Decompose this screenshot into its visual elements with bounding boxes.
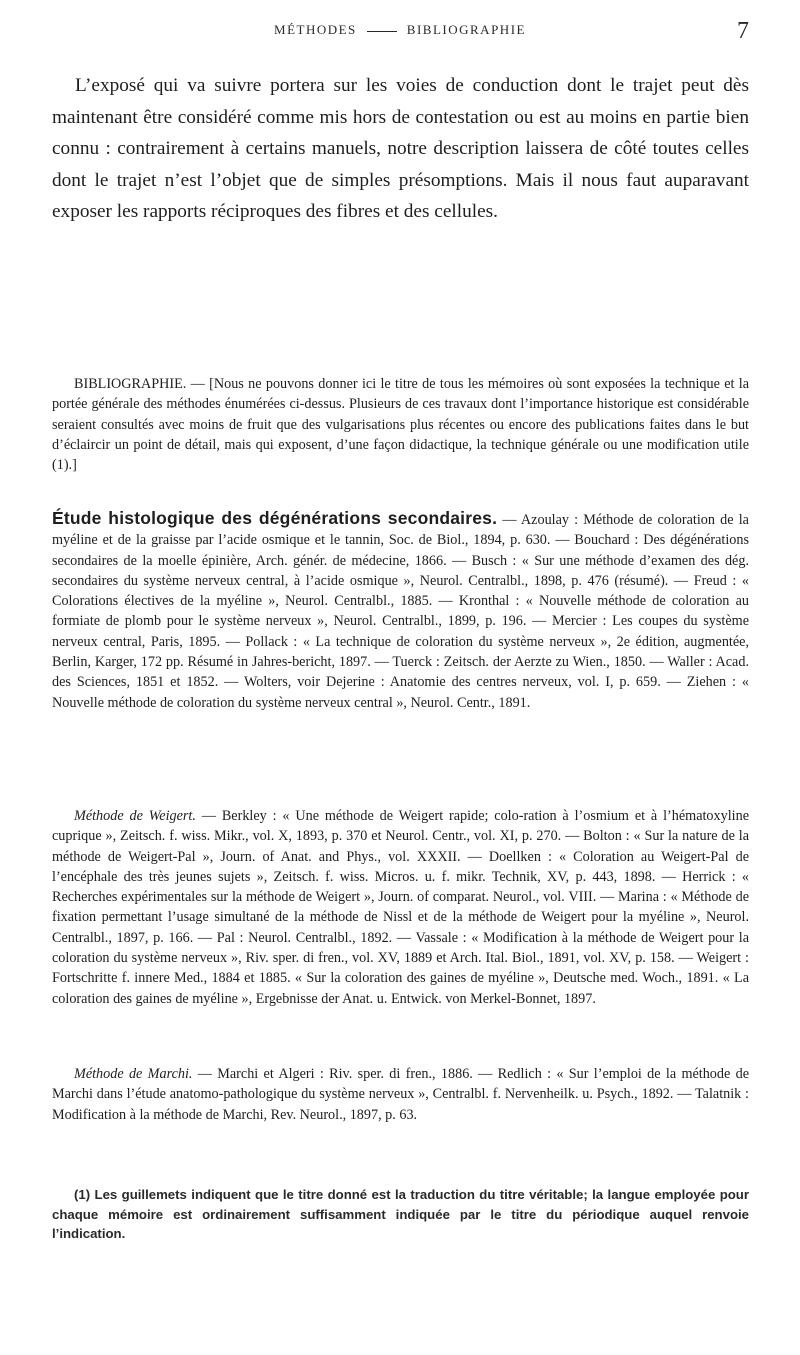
weigert-references: — Berkley : « Une méthode de Weigert rapide; colo-ration à l’osmium et à l’hématoxyline cuprique », Zeitsch. f. wiss. Mikr., vol. X, 1893, p. 370 et Neurol. Centr., vol. XI, p. 270. — Bolton : « Sur la nature de la méthode de Weigert-Pal », Journ. of Anat. and Phys., vol. XXXII. — Doellken : « Coloration au Weigert-Pal de l’encéphale des très jeunes sujets », Zeitsch. f. wiss. Micros. u. f. mikr. Technik, XV, p. 443, 1898. — Herrick : « Recherches expérimentales sur la méthode de Weigert », Journ. of comparat. Neurol., vol. VIII. — Marina : « Méthode de fixation permettant l’usage simultané de la méthode de Nissl et de la méthode de Weigert pour la myéline », Neurol. Centralbl., 1897, p. 166. — Pal : Neurol. Centralbl., 1892. — Vassale : « Modification à la méthode de Weigert pour la coloration du système nerveux », Riv. sper. di fren., vol. XV, 1889 et Arch. Ital. Biol., 1891, vol. XV, p. 158. — Weigert : Fortschritte f. innere Med., 1884 et 1885. « Sur la coloration des gaines de myéline », Deutsche med. Woch., 1891. « La coloration des gaines de myéline », Ergebnisse der Anat. u. Entwick. von Merkel-Bonnet, 1897. [52, 808, 749, 1007]
marchi-references: — Marchi et Algeri : Riv. sper. di fren., 1886. — Redlich : « Sur l’emploi de la méthode de Marchi dans l’étude anatomo-pathologique du système nerveux », Centralbl. f. Nervenheilk. u. Psych., 1892. — Talatnik : Modification à la méthode de Marchi, Rev. Neurol., 1897, p. 63. [52, 1066, 750, 1123]
etude-section [52, 508, 749, 713]
etude-references: — Azoulay : Méthode de coloration de la myéline et de la graisse par l’acide osmique et le tannin, Soc. de Biol., 1894, p. 630. — Bouchard : Des dégénérations secondaires de la moelle épinière, Arch. génér. de médecine, 1866. — Busch : « Sur une méthode d’examen des dég. secondaires du système nerveux central, à l’acide osmique », Neurol. Centralbl., 1898, p. 476 (résumé). — Freud : « Colorations électives de la myéline », Neurol. Centralbl., 1885. — Kronthal : « Nouvelle méthode de coloration au formiate de plomb pour le système nerveux », Neurol. Centralbl., 1899, p. 196. — Mercier : Les coupes du système nerveux central, Paris, 1895. — Pollack : « La technique de coloration du système nerveux », 2e édition, augmentée, Berlin, Karger, 172 pp. Résumé in Jahres-bericht, 1897. — Tuerck : Zeitsch. der Aerzte zu Wien., 1850. — Waller : Acad. des Sciences, 1851 et 1852. — Wolters, voir Dejerine : Anatomie des centres nerveux, vol. I, p. 659. — Ziehen : « Nouvelle méthode de coloration du système nerveux central », Neurol. Centr., 1891. [52, 512, 749, 711]
page-header [0, 18, 800, 44]
footnote: (1) Les guillemets indiquent que le titre donné est la traduction du titre véritable; la langue employée pour chaque mémoire est ordinairement suffisamment indiquée par le titre du périodique auquel renvoie l’indication. [52, 1187, 749, 1241]
bibliography-text: — [Nous ne pouvons donner ici le titre de tous les mémoires où sont exposées la technique et la portée générale des méthodes énumérées ci-dessus. Plusieurs de ces travaux dont l’importance historique est considérable seraient consultés avec moins de fruit que des vulgarisations plus récentes ou encore des publications faites dans le but d’éclaircir un point de détail, mais qui exposent, d’une façon didactique, la technique générale ou une modification utile (1).] [52, 376, 749, 474]
weigert-section [52, 806, 749, 1009]
marchi-title: Méthode de Marchi. [74, 1066, 193, 1082]
etude-title: Étude histologique des dégénérations secondaires. [52, 508, 498, 528]
bibliography-paragraph [52, 374, 749, 475]
running-head [0, 22, 800, 38]
running-head-right: BIBLIOGRAPHIE [406, 22, 526, 37]
running-head-dash [367, 31, 397, 32]
intro-paragraph: L’exposé qui va suivre portera sur les voies de conduction dont le trajet peut dès maintenant être considéré comme mis hors de contestation ou est au moins en partie bien connu : contrairement à certains manuels, notre description laissera de côté toutes celles dont le trajet n’est l’objet que de simples présomptions. Mais il nous faut auparavant exposer les rapports réciproques des fibres et des cellules. [52, 75, 749, 222]
page-number: 7 [737, 18, 749, 44]
running-head-left: MÉTHODES [274, 22, 357, 37]
weigert-title: Méthode de Weigert. [74, 808, 196, 824]
marchi-section [52, 1064, 749, 1125]
bibliography-label: BIBLIOGRAPHIE. [74, 376, 187, 392]
